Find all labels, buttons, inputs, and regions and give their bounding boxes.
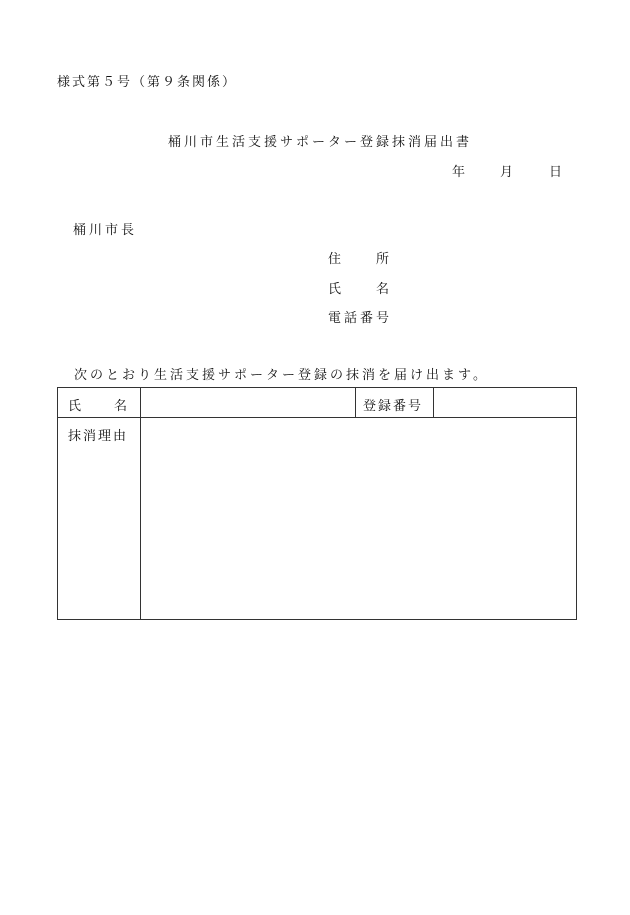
statement-text: 次のとおり生活支援サポーター登録の抹消を届け出ます。 [74,368,489,383]
applicant-address-label-1: 住 [328,252,342,267]
table-reason-label: 抹消理由 [68,429,129,444]
table-column-divider [355,388,356,417]
table-column-divider [433,388,434,417]
table-registration-number-label: 登録番号 [363,399,424,414]
applicant-name-label-1: 氏 [328,282,342,297]
document-title: 桶川市生活支援サポーター登録抹消届出書 [168,135,473,150]
table-row-divider [58,417,576,418]
reason-field[interactable] [142,419,576,618]
table-column-divider [140,388,141,619]
table-name-label-2: 名 [114,399,128,414]
date-day-label: 日 [549,165,565,180]
applicant-phone-label: 電話番号 [328,311,393,326]
addressee: 桶川市長 [73,223,138,238]
applicant-address-label-2: 所 [376,252,390,267]
table-name-label-1: 氏 [68,399,82,414]
registration-cancellation-table [57,387,577,620]
date-month-label: 月 [500,165,516,180]
applicant-name-label-2: 名 [376,282,390,297]
name-field[interactable] [142,389,353,415]
form-number: 様式第５号（第９条関係） [57,75,238,90]
registration-number-field[interactable] [435,389,575,415]
date-year-label: 年 [452,165,468,180]
